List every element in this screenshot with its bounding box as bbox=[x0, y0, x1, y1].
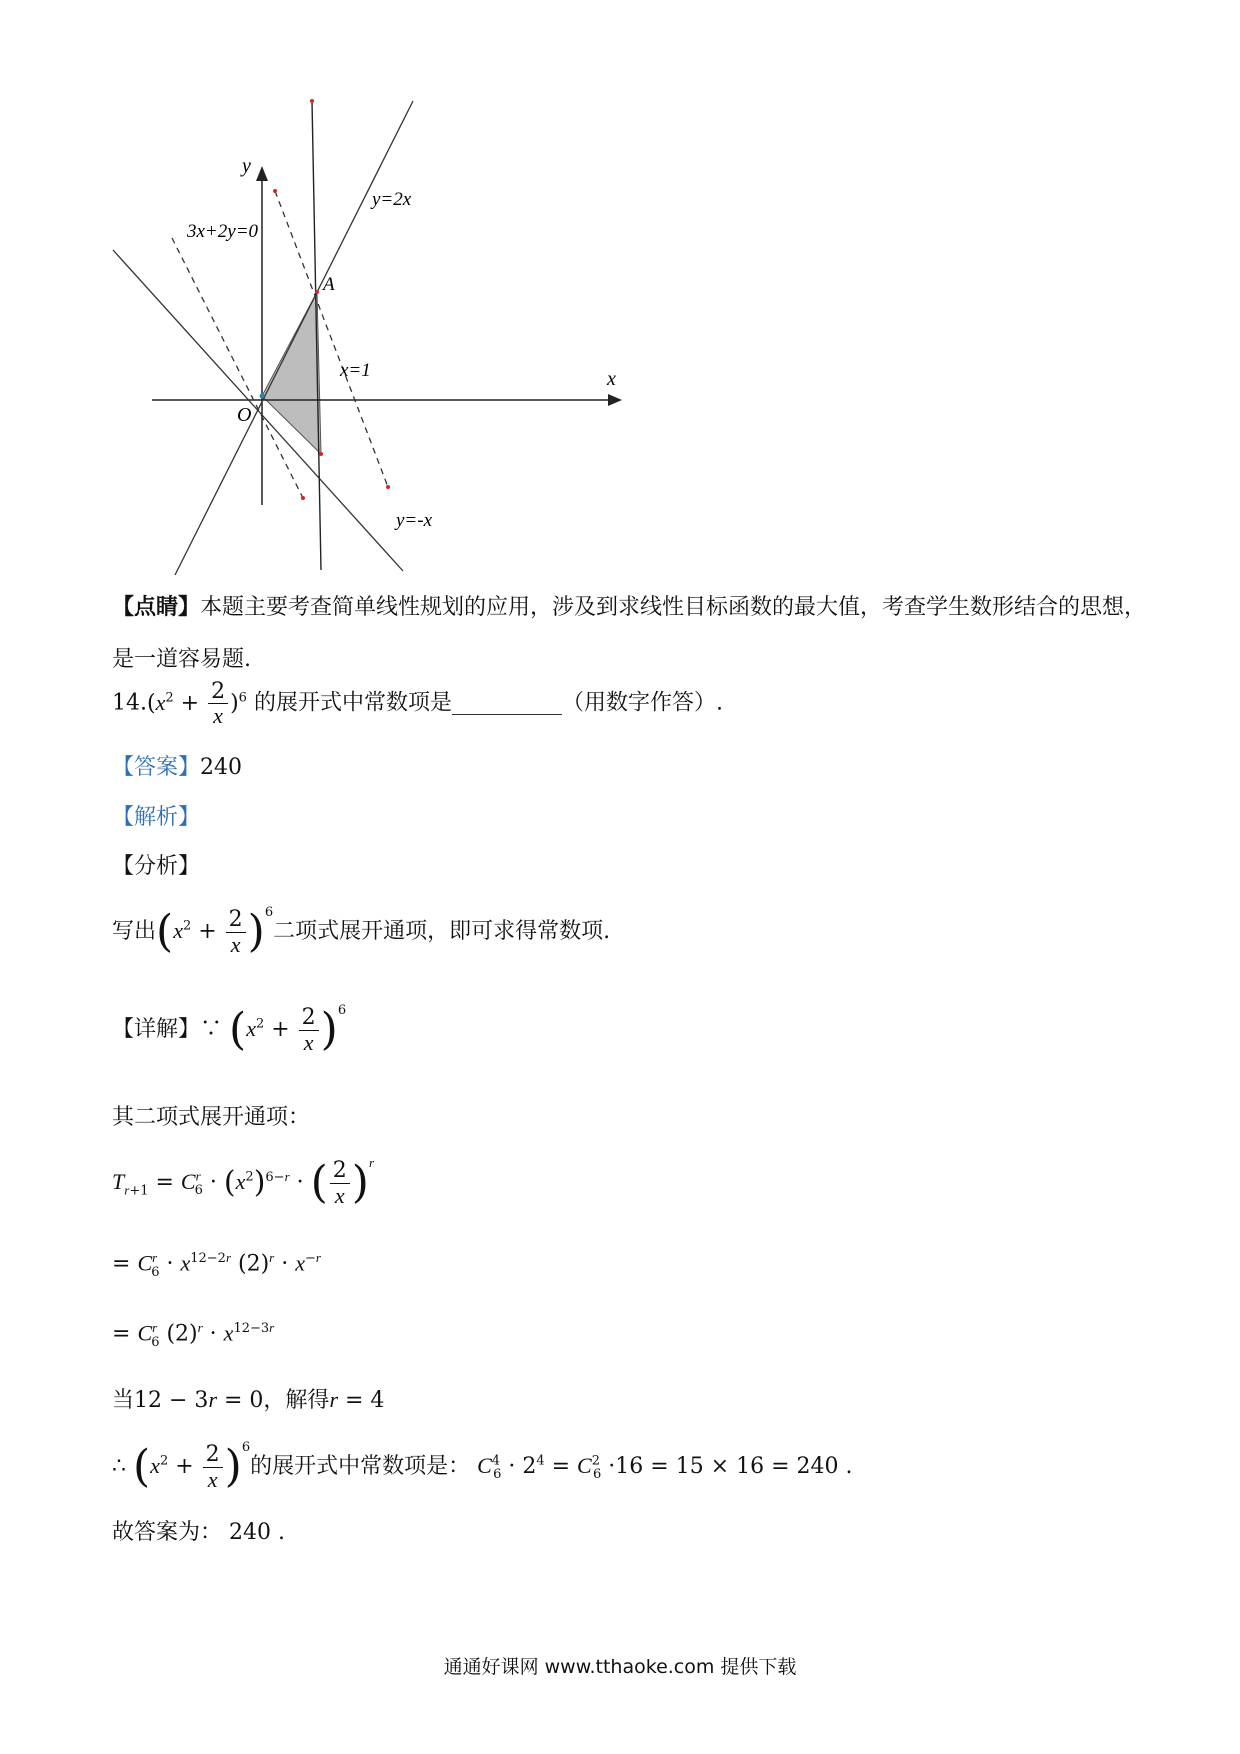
dang-prefix: 当 bbox=[112, 1388, 135, 1413]
answer-value: 240 bbox=[200, 755, 243, 780]
question-hint: （用数字作答）. bbox=[561, 690, 723, 716]
line-y-neg-x-label: y=-x bbox=[396, 510, 433, 531]
question-14 bbox=[112, 680, 723, 727]
feasible-region bbox=[262, 292, 321, 454]
xiangjie-expression: ($x^2$ + $\frac{2}{x}$ )$^6$ bbox=[229, 1003, 347, 1055]
line-3x-2y-label: 3x+2y=0 bbox=[187, 221, 259, 242]
solve-line: 当12 − 3r = 0，解得r = 4 bbox=[112, 1387, 385, 1413]
y-axis-arrow bbox=[256, 166, 268, 181]
linear-programming-graph bbox=[95, 85, 635, 580]
answer-line bbox=[112, 750, 242, 781]
line-y-neg-x bbox=[113, 250, 403, 571]
fenxi-line bbox=[112, 905, 610, 956]
line-y-2x-label: y=2x bbox=[372, 189, 412, 210]
because-symbol: ∵ bbox=[200, 1017, 223, 1042]
dianjing-tag: 【点睛】 bbox=[112, 594, 201, 620]
fenxi-text: 二项式展开通项，即可求得常数项. bbox=[273, 919, 611, 944]
dianjing-line-2: 是一道容易题. bbox=[112, 647, 251, 672]
conclusion-value: 240 bbox=[229, 1520, 272, 1545]
dianjing-line-1 bbox=[112, 590, 1146, 621]
fenxi-tag: 【分析】 bbox=[112, 854, 201, 879]
answer-blank: __________ bbox=[451, 690, 562, 716]
formula-step-1: = $C^r_6 \cdot x^{12-2r}$ $(2)^r \cdot x^{-r}$ bbox=[112, 1250, 321, 1280]
therefore-text: 的展开式中常数项是： bbox=[250, 1454, 471, 1479]
origin-label: O bbox=[237, 404, 252, 426]
formula-step-2: = $C^r_6$ $(2)^r \cdot x^{12-3r}$ bbox=[112, 1320, 275, 1350]
dot bbox=[386, 485, 390, 489]
x-axis-label: x bbox=[607, 368, 616, 390]
dang-suffix: ，解得 bbox=[263, 1388, 330, 1413]
footer-text: 通通好课网 www.tthaoke.com 提供下载 bbox=[443, 1656, 797, 1678]
answer-tag: 【答案】 bbox=[112, 755, 201, 780]
general-term-formula: $T_{r+1} = C^r_6 \cdot (x^2)^{6-r}$ · ( $\frac{2}{x}$ )$^r$ bbox=[112, 1155, 375, 1208]
point-a-label: A bbox=[323, 274, 335, 295]
dot bbox=[315, 290, 319, 294]
therefore-expression: ($x^2$ + $\frac{2}{x}$ )$^6$ bbox=[133, 1440, 251, 1492]
dot bbox=[310, 99, 314, 103]
fenxi-prefix: 写出 bbox=[112, 919, 157, 944]
conclusion-line bbox=[112, 1515, 285, 1546]
therefore-result: $C^4_6 \cdot 2^4 = C^2_6 \cdot 16 = 15 \times 16 = 240$ . bbox=[477, 1453, 853, 1483]
dianjing-text-1: 本题主要考查简单线性规划的应用，涉及到求线性目标函数的最大值，考查学生数形结合的思想， bbox=[200, 595, 1147, 620]
conclusion-prefix: 故答案为： bbox=[112, 1520, 223, 1545]
conclusion-suffix: . bbox=[278, 1520, 286, 1545]
dot bbox=[273, 189, 277, 193]
y-axis-label: y bbox=[242, 155, 251, 177]
xiangjie-line bbox=[112, 1003, 346, 1054]
question-expression: ($x^2$ + $\frac{2}{x}$ )$^6$ bbox=[147, 679, 247, 729]
general-term-intro: 其二项式展开通项： bbox=[112, 1105, 311, 1130]
origin-dot bbox=[260, 394, 265, 399]
therefore-line bbox=[112, 1440, 853, 1491]
dot bbox=[319, 452, 323, 456]
question-text: 的展开式中常数项是 bbox=[253, 690, 452, 716]
therefore-symbol: ∴ bbox=[112, 1454, 126, 1479]
jiexi-tag: 【解析】 bbox=[112, 805, 201, 830]
question-number: 14. bbox=[112, 690, 147, 716]
line-x-1-label: x=1 bbox=[340, 360, 371, 381]
xiangjie-tag: 【详解】 bbox=[112, 1017, 201, 1042]
x-axis-arrow bbox=[608, 394, 622, 406]
fenxi-expression: ($x^2$ + $\frac{2}{x}$ )$^6$ bbox=[156, 905, 274, 957]
line-y-2x bbox=[175, 101, 413, 575]
dot bbox=[301, 496, 305, 500]
